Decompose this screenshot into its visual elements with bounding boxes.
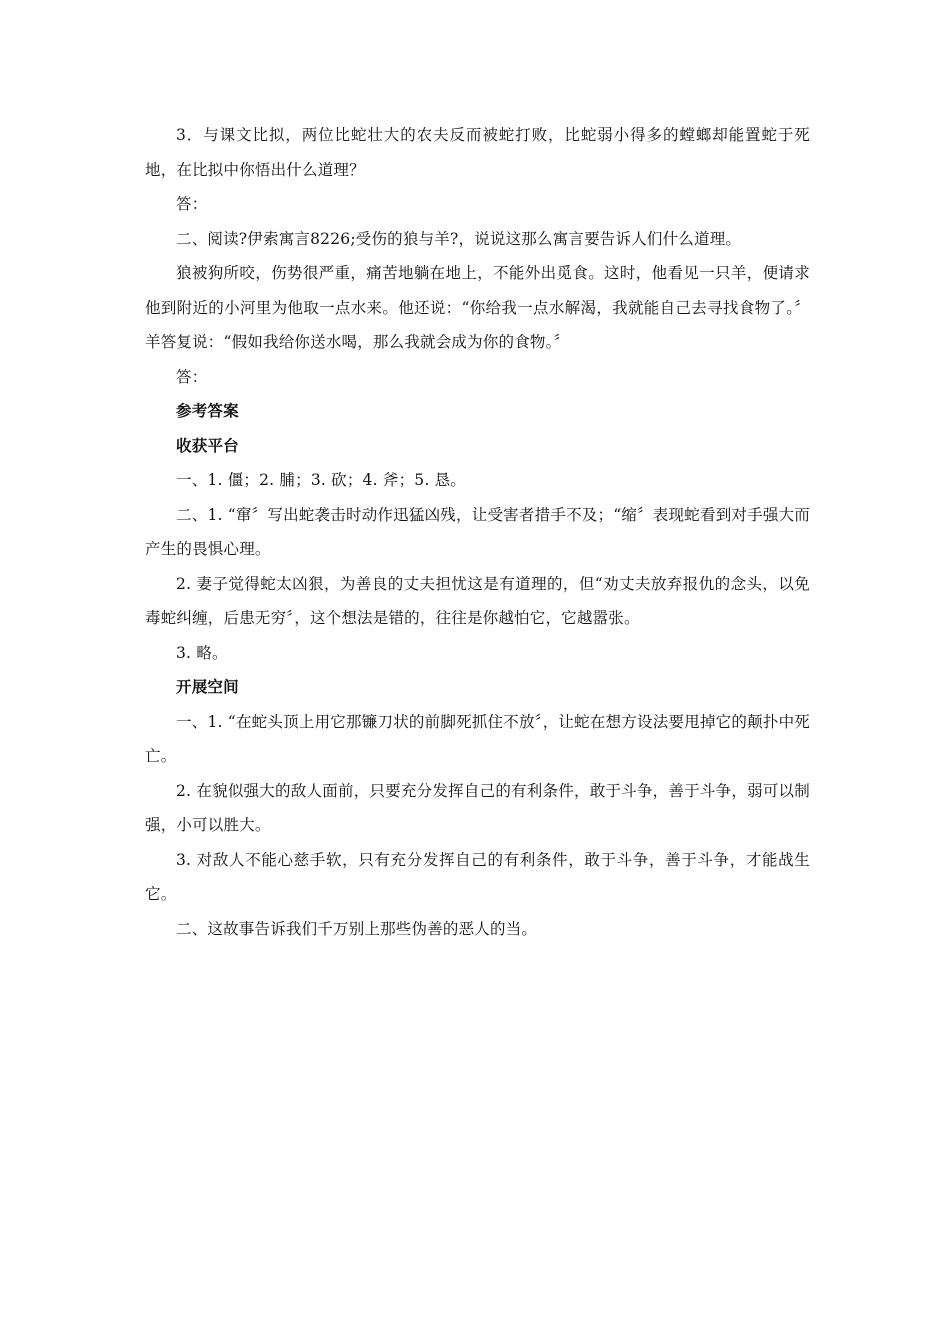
answer-paragraph: 2. 妻子觉得蛇太凶狠，为善良的丈夫担忧这是有道理的，但“劝丈夫放弃报仇的念头，以免毒蛇纠缠，后患无穷〞，这个想法是错的，往往是你越怕它，它越嚣张。: [145, 574, 810, 627]
answer-paragraph: 二、1. “窜〞写出蛇袭击时动作迅猛凶残，让受害者措手不及；“缩〞表现蛇看到对手强大而产生的畏惧心理。: [145, 505, 810, 558]
reading-prompt-paragraph: 二、阅读?伊索寓言8226;受伤的狼与羊?，说说这那么寓言要告诉人们什么道理。: [176, 229, 742, 248]
reference-answers-heading: 参考答案: [176, 402, 239, 420]
answer-label: 答：: [176, 195, 208, 213]
answer-paragraph: 二、这故事告诉我们千万别上那些伪善的恶人的当。: [176, 919, 538, 938]
answer-paragraph: 一、1. 僵；2. 脯；3. 砍；4. 斧；5. 恳。: [176, 471, 466, 489]
section-heading-expansion: 开展空间: [176, 678, 239, 696]
question-3-paragraph: 3．与课文比拟，两位比蛇壮大的农夫反而被蛇打败，比蛇弱小得多的螳螂却能置蛇于死地，在比拟中你悟出什么道理？: [145, 126, 810, 179]
answer-label: 答：: [176, 367, 208, 386]
answer-paragraph: 一、1. “在蛇头顶上用它那镰刀状的前脚死抓住不放〞，让蛇在想方设法要甩掉它的颠扑中死亡。: [145, 712, 810, 765]
section-heading-harvest: 收获平台: [176, 436, 239, 455]
fable-paragraph: 狼被狗所咬，伤势很严重，痛苦地躺在地上，不能外出觅食。这时，他看见一只羊，便请求他到附近的小河里为他取一点水来。他还说：“你给我一点水解渴，我就能自己去寻找食物了。〞羊答复说：“假如我给你送水喝，那么我就会成为你的食物。〞: [145, 264, 810, 351]
answer-paragraph: 3. 略。: [176, 643, 228, 662]
answer-paragraph: 2. 在貌似强大的敌人面前，只要充分发挥自己的有利条件，敢于斗争，善于斗争，弱可以制强，小可以胜大。: [145, 781, 810, 834]
answer-paragraph: 3. 对敌人不能心慈手软，只有充分发挥自己的有利条件，敢于斗争，善于斗争，才能战生它。: [145, 850, 810, 903]
document-body: [145, 118, 810, 946]
